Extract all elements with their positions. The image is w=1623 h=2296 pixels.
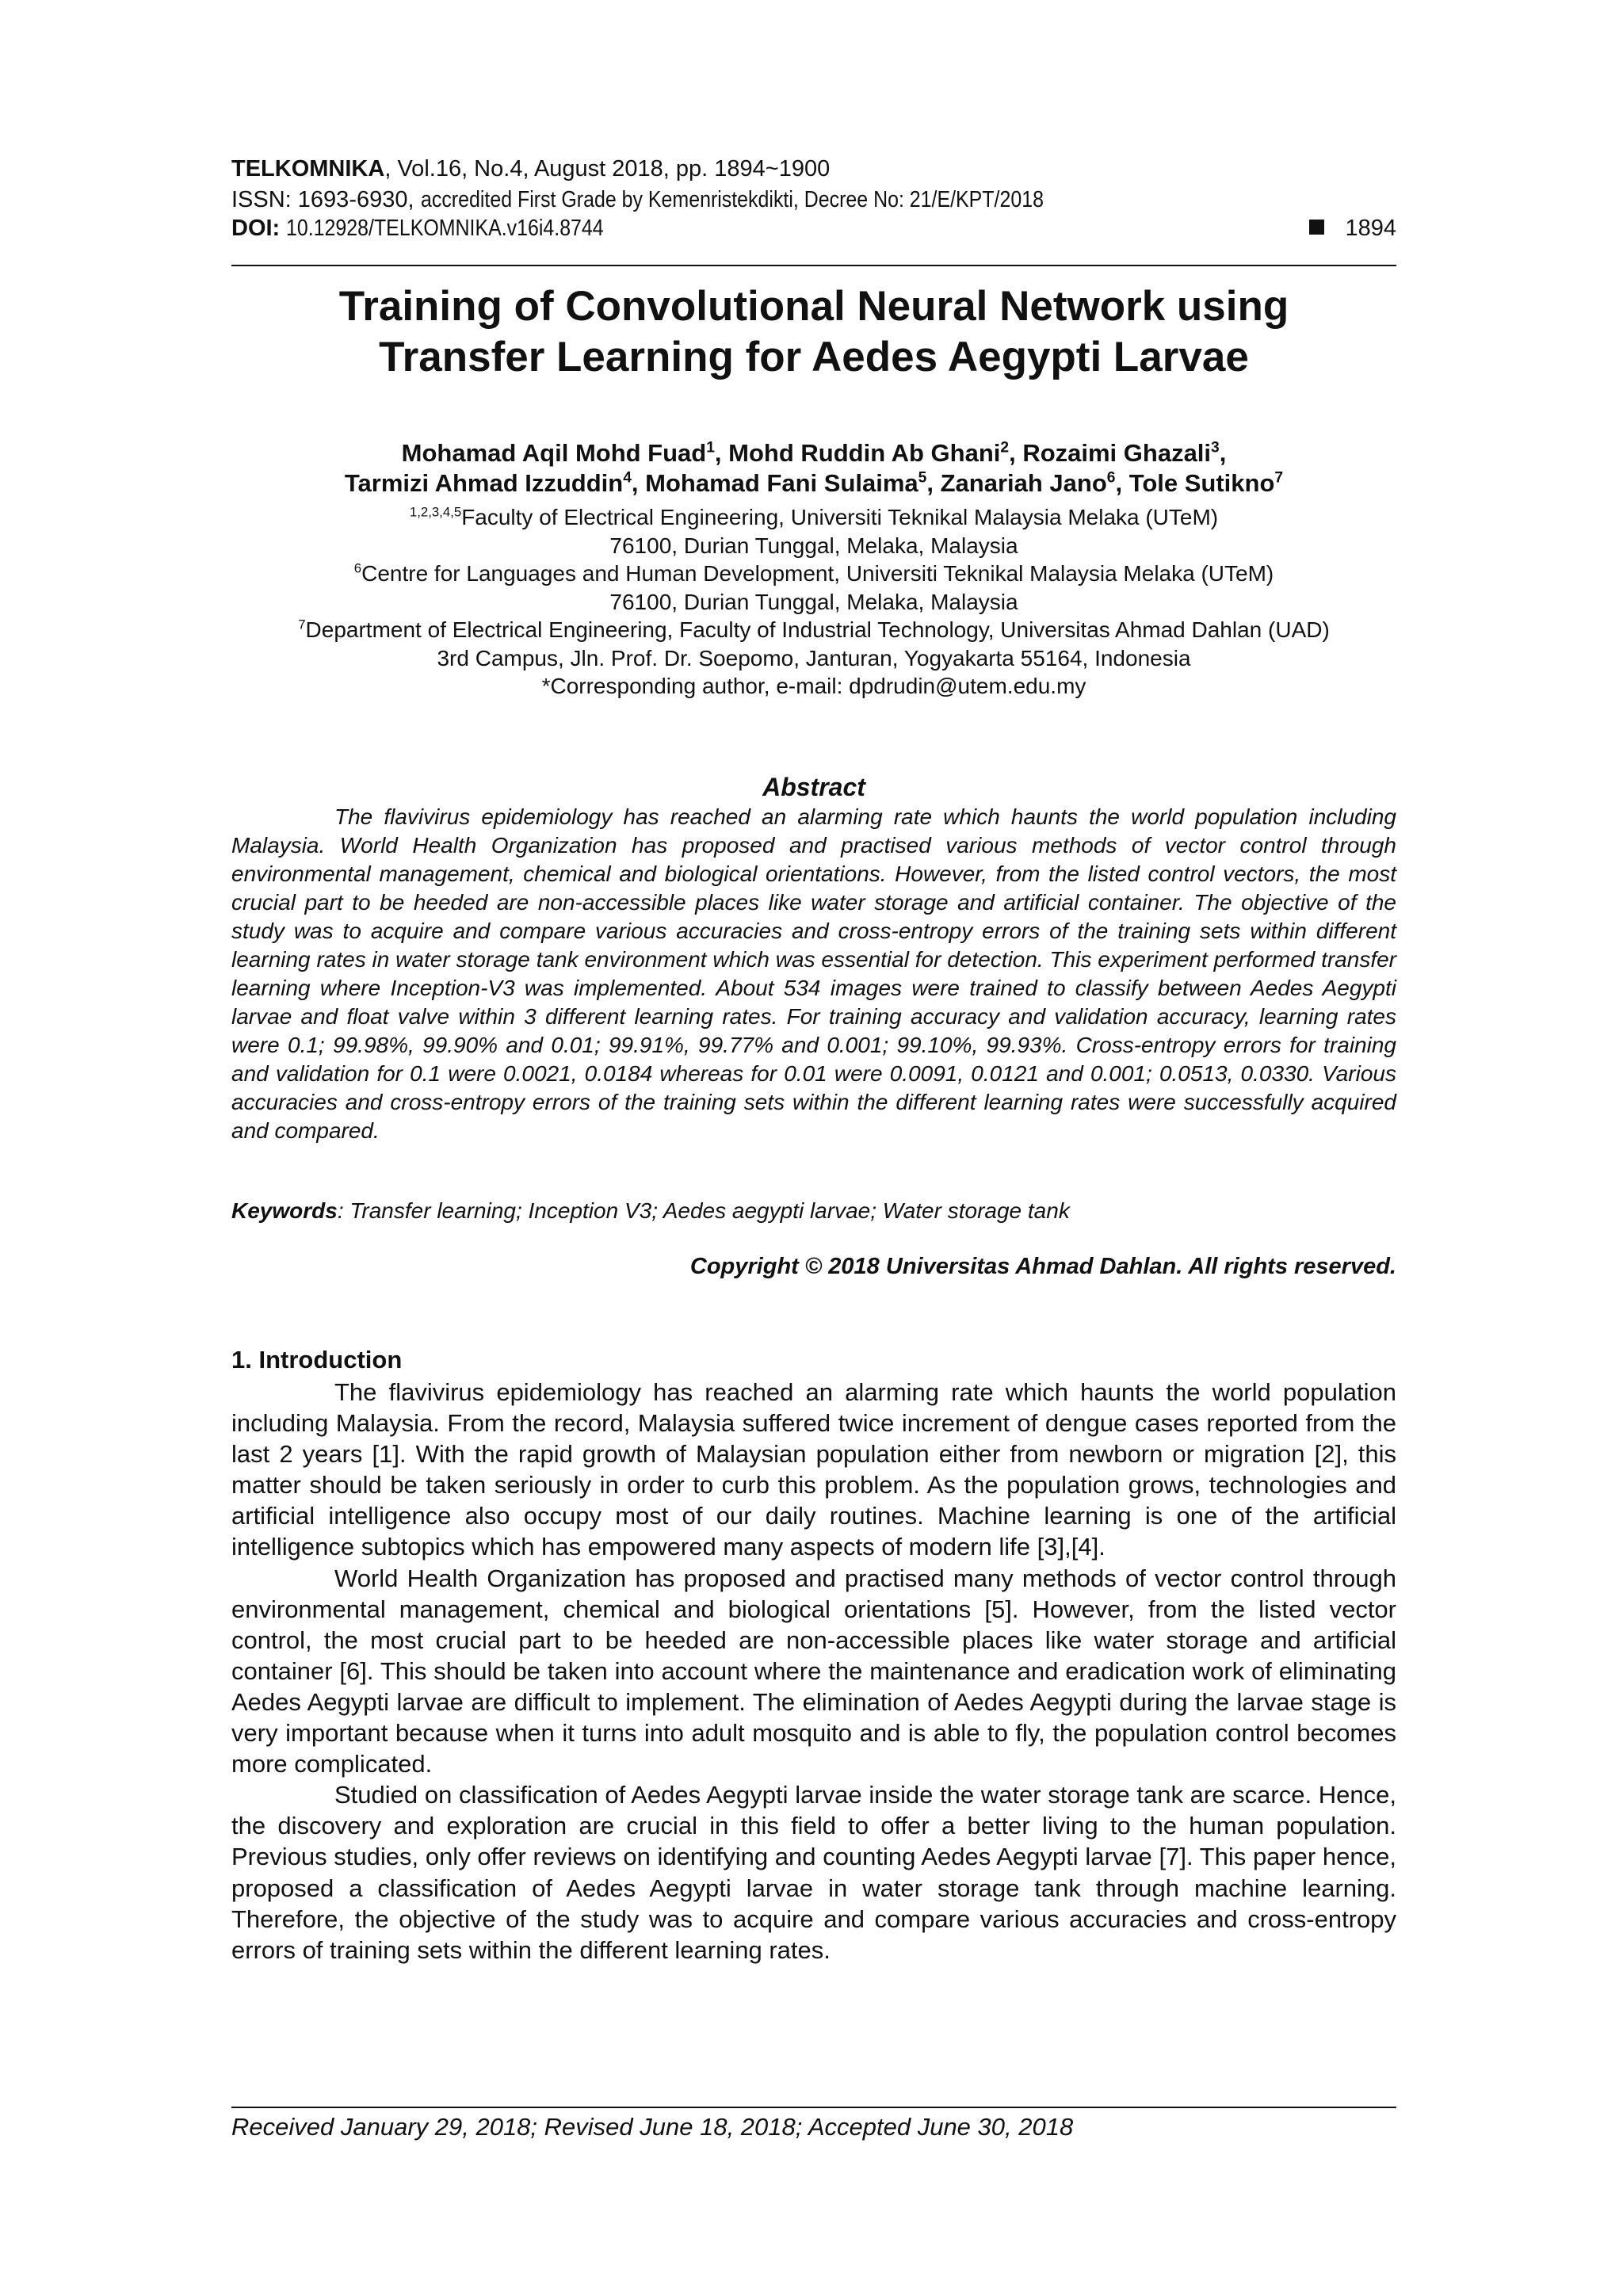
abstract-text: The flavivirus epidemiology has reached an alarming rate which haunts the world population including Malaysia. World Health Organization has proposed and practised various methods of vector control through environmental management, chemical and biological orientations. However, from the listed control vectors, the most crucial part to be heeded are non-accessible places like water storage and artificial container. The objective of the study was to acquire and compare various accuracies and cross-entropy errors of the training sets within different learning rates in water storage tank environment which was essential for detection. This experiment performed transfer learning where Inception-V3 was implemented. About 534 images were trained to classify between Aedes Aegypti larvae and float valve within 3 different learning rates. For training accuracy and validation accuracy, learning rates were 0.1; 99.98%, 99.90% and 0.01; 99.91%, 99.77% and 0.001; 99.10%, 99.93%. Cross-entropy errors for training and validation for 0.1 were 0.0021, 0.0184 whereas for 0.01 were 0.0091, 0.0121 and 0.001; 0.0513, 0.0330. Various accuracies and cross-entropy errors of the training sets within the different learning rates were successfully acquired and compared. xyxy=(231,804,1396,1143)
affiliation-3-address: 3rd Campus, Jln. Prof. Dr. Soepomo, Janturan, Yogyakarta 55164, Indonesia xyxy=(437,645,1191,670)
issn-label: ISSN: 1693-6930, xyxy=(231,187,421,212)
corresponding-author: *Corresponding author, e-mail: dpdrudin@utem.edu.my xyxy=(541,674,1086,698)
affiliation-mark: 7 xyxy=(298,617,306,632)
affiliation-3 xyxy=(231,616,1396,644)
volume-pages: , Vol.16, No.4, August 2018, pp. 1894~1900 xyxy=(384,156,831,181)
page-number-value: 1894 xyxy=(1345,216,1396,241)
author-line-1: Mohamad Aqil Mohd Fuad$^1$, Mohd Ruddin Ab Ghani$^2$, Rozaimi Ghazali$^3$, xyxy=(401,439,1227,467)
section-heading-introduction: 1. Introduction xyxy=(231,1346,403,1373)
square-bullet-icon xyxy=(1309,220,1324,235)
title-line-1: Training of Convolutional Neural Network using xyxy=(338,283,1289,330)
footer-rule xyxy=(231,2107,1396,2108)
affiliation-2-address: 76100, Durian Tunggal, Melaka, Malaysia xyxy=(609,589,1018,614)
author-affiliation-mark: 6 xyxy=(1106,469,1116,487)
affiliation-text: Department of Electrical Engineering, Faculty of Industrial Technology, Universitas Ahmad Dahlan (UAD) xyxy=(305,617,1330,642)
author-line-2: Tarmizi Ahmad Izzuddin$^4$, Mohamad Fani Sulaima$^5$, Zanariah Jano$^6$, Tole Sutikno$^7$ xyxy=(344,469,1284,497)
affiliation-text: Faculty of Electrical Engineering, Universiti Teknikal Malaysia Melaka (UTeM) xyxy=(461,505,1219,529)
author-name: Zanariah Jano xyxy=(940,469,1107,497)
affiliations xyxy=(231,503,1396,701)
author-name: Tole Sutikno xyxy=(1128,469,1275,497)
affiliation-1-address: 76100, Durian Tunggal, Melaka, Malaysia xyxy=(609,533,1018,558)
affiliation-2 xyxy=(231,560,1396,588)
affiliation-text: Centre for Languages and Human Development, Universiti Teknikal Malaysia Melaka (UTeM) xyxy=(361,561,1274,586)
keywords-label: Keywords xyxy=(231,1198,338,1223)
copyright-notice: Copyright © 2018 Universitas Ahmad Dahlan. All rights reserved. xyxy=(689,1254,1396,1279)
author-affiliation-mark: 4 xyxy=(623,469,632,487)
author-affiliation-mark: 2 xyxy=(1000,439,1010,457)
author-affiliation-mark: 7 xyxy=(1274,469,1284,487)
keywords xyxy=(231,1197,1396,1225)
introduction-body xyxy=(231,1377,1396,1966)
author-name: Mohamad Aqil Mohd Fuad xyxy=(401,439,707,467)
abstract-heading: Abstract xyxy=(762,773,865,801)
doi-line xyxy=(231,214,1396,243)
abstract-body xyxy=(231,803,1396,1145)
accreditation-text: accredited First Grade by Kemenristekdikti, Decree No: 21/E/KPT/2018 xyxy=(420,187,1044,212)
doi-link[interactable]: 10.12928/TELKOMNIKA.v16i4.8744 xyxy=(286,216,604,241)
author-name: Tarmizi Ahmad Izzuddin xyxy=(344,469,624,497)
journal-citation xyxy=(231,155,1396,183)
affiliation-mark: 6 xyxy=(353,560,362,576)
paragraph: The flavivirus epidemiology has reached an alarming rate which haunts the world population including Malaysia. From the record, Malaysia suffered twice increment of dengue cases reported from the last 2 years [1]. With the rapid growth of Malaysian population either from newborn or migration [2], this matter should be taken seriously in order to curb this problem. As the population grows, technologies and artificial intelligence also occupy most of our daily routines. Machine learning is one of the artificial intelligence subtopics which has empowered many aspects of modern life [3],[4]. xyxy=(231,1378,1396,1561)
affiliation-mark: 1,2,3,4,5 xyxy=(409,504,462,520)
paper-title xyxy=(231,281,1396,383)
author-affiliation-mark: 3 xyxy=(1211,439,1220,457)
journal-name: TELKOMNIKA xyxy=(231,156,385,181)
title-line-2: Transfer Learning for Aedes Aegypti Larvae xyxy=(379,334,1249,380)
author-affiliation-mark: 5 xyxy=(918,469,927,487)
author-name: Mohd Ruddin Ab Ghani xyxy=(728,439,1001,467)
author-name: Rozaimi Ghazali xyxy=(1022,439,1212,467)
page-number xyxy=(1309,214,1396,243)
keywords-text: : Transfer learning; Inception V3; Aedes aegypti larvae; Water storage tank xyxy=(337,1198,1070,1223)
paragraph: World Health Organization has proposed and practised many methods of vector control through environmental management, chemical and biological orientations [5]. However, from the listed vector control, the most crucial part to be heeded are non-accessible places like water storage and artificial container [6]. This should be taken into account where the maintenance and eradication work of eliminating Aedes Aegypti larvae are difficult to implement. The elimination of Aedes Aegypti during the larvae stage is very important because when it turns into adult mosquito and is able to fly, the population control becomes more complicated. xyxy=(231,1564,1396,1778)
author-name: Mohamad Fani Sulaima xyxy=(645,469,918,497)
header-rule xyxy=(231,265,1396,266)
issn-line xyxy=(231,185,1396,214)
paragraph: Studied on classification of Aedes Aegypti larvae inside the water storage tank are scarce. Hence, the discovery and exploration are crucial in this field to offer a better living to the human population. Previous studies, only offer reviews on identifying and counting Aedes Aegypti larvae [7]. This paper hence, proposed a classification of Aedes Aegypti larvae in water storage tank through machine learning. Therefore, the objective of the study was to acquire and compare various accuracies and cross-entropy errors of training sets within the different learning rates. xyxy=(231,1781,1396,1964)
author-list xyxy=(231,438,1396,499)
received-dates: Received January 29, 2018; Revised June 18, 2018; Accepted June 30, 2018 xyxy=(231,2113,1074,2141)
affiliation-1 xyxy=(231,503,1396,532)
doi-label: DOI: xyxy=(231,216,287,241)
author-affiliation-mark: 1 xyxy=(706,439,715,457)
